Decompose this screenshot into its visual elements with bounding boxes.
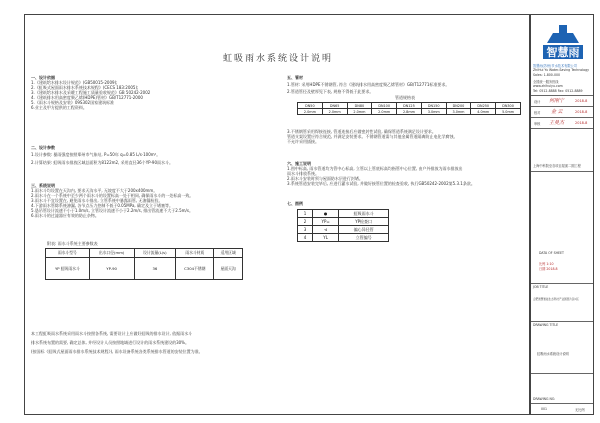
address-line: www.zhihuiyu.com (533, 84, 563, 88)
table-header: 适用区域 (214, 249, 243, 258)
table-cell: 36 (134, 258, 176, 280)
section-line: 5.《雨水斗规格及安装》09S302国家建筑标准 (31, 100, 115, 105)
section-line: 6.业主及甲方提供的工程资料。 (31, 105, 87, 110)
section-line: 3.系统管道安装完毕后, 应进行灌水试验, 并做好接管位置的检查验收, 执行GB50242-2002第5.3.1条款。 (287, 181, 475, 186)
table-cell: 屋面天沟 (214, 258, 243, 280)
section-line: 雨水斗排放系统。 (287, 171, 319, 176)
drawing-frame (24, 14, 530, 415)
section-line: 管道支架设置应符合规范, 并满足安装要求。不锈钢管道需与其他金属管道隔离防止电化学腐蚀。 (287, 134, 458, 139)
pipe-wall-cell: 3.0mm (421, 109, 446, 115)
data-of-sheet-label: DATA OF SHEET (539, 251, 564, 255)
section-line: 3.《建筑给水排水及采暖工程施工质量验收规范》GB 50242-2002 (31, 90, 151, 95)
section-line: 1.管材: 采用HDPE不锈钢管, 符合《建筑排水用高密度聚乙烯管材》GB/T12771标准要求。 (287, 82, 450, 87)
section-heading: 二、设计参数 (31, 145, 55, 150)
product-table (45, 248, 243, 280)
section-line: 2.管道管径及壁厚见下表, 规格不得低于此要求。 (287, 89, 374, 94)
pipe-dn-cell: DN80 (347, 103, 372, 109)
note-line: 排水系统布置的需要, 确定总体, 并经设计人员按照地域进行设计的雨水系统建设的30%。 (31, 340, 189, 345)
legend-symbol: ● (313, 210, 339, 218)
pipe-dn-cell: DN150 (421, 103, 446, 109)
sign-role: 审核 (534, 122, 541, 126)
pipe-dn-cell: DN50 (298, 103, 323, 109)
section-line: 2.雨水斗安装时须与屋面防水层进行封堵。 (287, 176, 363, 181)
company-logo-text: 智慧雨 (546, 46, 580, 59)
right-section-materials (287, 75, 449, 94)
drawing-title-label: DRAWING TITLE (533, 323, 559, 327)
section-line: 6.雨水斗的过滤器应有效的防止杂物。 (31, 213, 99, 218)
right-section-construction (287, 161, 475, 186)
left-section-system (31, 183, 193, 218)
section-line: 2.《虹吸式屋面雨水排水系统技术规程》(CECS 183:2005); (31, 85, 139, 90)
note-line: (按国标《虹吸式屋面雨水排水系统技术规程》), 雨水设备系统各类系统排水管道的安装位置为准。 (31, 349, 203, 354)
job-title-label: JOB TITLE (533, 285, 549, 289)
section-line: 3.雨水斗不宜设置在, 避免雨水斗排出, 立管系统中暴露雨管, 无渗漏检验。 (31, 198, 163, 203)
left-section-design-basis (31, 75, 150, 110)
pipe-wall-cell: 2.0mm (347, 109, 372, 115)
table-cell: YP-90 (89, 258, 134, 280)
pipe-spec-table (297, 102, 521, 115)
table-header: 出水口径(mm) (89, 249, 134, 258)
sign-date: 2018-8 (575, 99, 588, 103)
bottom-note (31, 331, 203, 354)
section-line: 1.雨水斗均设置在天沟内, 要求天沟水平, 无坡度不大于200x400mm。 (31, 188, 158, 193)
section-line: 2.计算结果: 虹吸雨水排放区域总面积为8122m2, 采用直径36个YP-90雨水斗。 (31, 160, 173, 165)
legend-name: 偏心异径管 (339, 226, 389, 234)
legend-name: 虹吸雨水斗 (339, 210, 389, 218)
address-line: 全国统一服务热线 (533, 80, 559, 84)
pipe-wall-cell: 5.0mm (496, 109, 521, 115)
sign-date: 2018-8 (575, 110, 588, 114)
legend-name: 立管编号 (339, 234, 389, 242)
section-line: 5.悬吊管设计流速不小于1.0m/s, 立管设计流速不小于2.2m/s, 排出管流速不大于2.5m/s。 (31, 208, 193, 213)
pipe-wall-cell: 2.0mm (322, 109, 347, 115)
table-header: 雨水斗型号 (46, 249, 90, 258)
table-header: 雨水斗材质 (176, 249, 214, 258)
pipe-wall-cell: 3.0mm (446, 109, 471, 115)
drawing-name: 虹吸雨水系统设计说明 (537, 352, 569, 356)
section-heading: 三、系统说明 (31, 183, 55, 188)
legend-symbol: YL (313, 234, 339, 242)
pipe-dn-cell: DN300 (496, 103, 521, 109)
pipe-table-title: 管道规格表 (395, 95, 415, 100)
drawing-scale: 无比例 (575, 408, 585, 412)
right-section-welding (287, 129, 458, 144)
pipe-wall-cell: 2.0mm (372, 109, 397, 115)
table-cell: C304不锈钢 (176, 258, 214, 280)
product-table-label: 附表: 雨水斗系统主要参数表 (47, 241, 98, 246)
drawing-no-label: DRAWING NO. (533, 397, 556, 401)
pipe-dn-cell: DN125 (397, 103, 422, 109)
section-line: 不允许采用插接。 (287, 139, 319, 144)
pipe-wall-cell: 2.8mm (397, 109, 422, 115)
address-line: Tel: 0512-8888 Fax: 0512-8889 (533, 89, 583, 93)
stamp-line: 比例 1:10 (539, 262, 554, 266)
company-line: ZhiHui Yu Water-Saving Technology (533, 68, 590, 72)
sign-name: 金 云 (551, 109, 563, 115)
job-name: 合肥智慧智能生态科技产业园西片区C区 (533, 298, 579, 301)
legend-symbol: ⊲ (313, 226, 339, 234)
section-heading: 五、管材 (287, 75, 303, 80)
section-heading: 七、图例 (287, 201, 303, 206)
section-line: 1.设计参数: 暴雨强度按照郑州市气象站, P=50年 q=0.85 L/s·100m²。 (31, 152, 161, 157)
sign-name: 王曼杰 (549, 120, 565, 126)
company-line: 智慧雨(苏州)节水技术有限公司 (533, 64, 577, 68)
title-block (530, 14, 594, 415)
table-cell: YP 虹吸雨水斗 (46, 258, 90, 280)
sign-name: 何刚宁 (549, 98, 565, 104)
section-line: 4.《建筑排水用高密度聚乙烯(HDPE)管材》GB/T12771-2000 (31, 95, 143, 100)
section-heading: 六、施工说明 (287, 161, 311, 166)
legend-symbol: YP= (313, 218, 339, 226)
section-line: 2.雨水斗在一个系统中至少两个雨水斗的设置标高一处于相同, 确保雨水斗的一处标高一致。 (31, 193, 194, 198)
section-line: 1.图中标高, 雨水管道均为管中心标高, 立管以上管底标高均指管中心位置, 由户外排放为雨水排放出 (287, 166, 463, 171)
section-line: 1.《建筑给水排水设计规范》(GB50015-2009); (31, 80, 118, 85)
section-line: 3.不锈钢管采用焊接连接, 管道连接后应做密封性试验, 确保管道系统满足设计要求。 (287, 129, 436, 134)
section-line: 4.下游雨水管除系统渗漏, 各节点压力控制不低于0.05MPa, 确定及立于堵塞等。 (31, 203, 173, 208)
project-label: 上海中科院至各项目屋面二期工程 (533, 164, 581, 168)
sign-role: 设计 (534, 100, 541, 104)
pipe-dn-cell: DN250 (471, 103, 496, 109)
section-heading: 一、设计依据 (31, 75, 55, 80)
pipe-dn-cell: DN100 (372, 103, 397, 109)
pipe-dn-cell: DN65 (322, 103, 347, 109)
table-header: 设计流量(L/s) (134, 249, 176, 258)
left-section-parameters (31, 145, 173, 165)
legend-name: YP检查口 (339, 218, 389, 226)
sign-date: 2018-8 (575, 121, 588, 125)
company-line: Sales: 1-800-000 (533, 73, 561, 77)
document-title: 虹吸雨水系统设计说明 (222, 54, 333, 64)
pipe-wall-cell: 2.0mm (298, 109, 323, 115)
pipe-wall-cell: 4.0mm (471, 109, 496, 115)
stamp-line: 日期 2018.8 (539, 267, 558, 271)
note-line: 本工程虹吸雨水系统采用雨水斗按照各系统, 需要设计上应做好虹吸的排水设计, 依据雨水斗 (31, 331, 193, 336)
pipe-dn-cell: DN200 (446, 103, 471, 109)
sign-role: 校对 (534, 111, 541, 115)
legend-table: 1 ● 虹吸雨水斗 2 YP= YP检查口 3 ⊲ 偏心异径管 4 YL 立管编号 (297, 209, 389, 242)
drawing-no: 001 (541, 407, 548, 411)
right-section-legend (287, 201, 303, 206)
